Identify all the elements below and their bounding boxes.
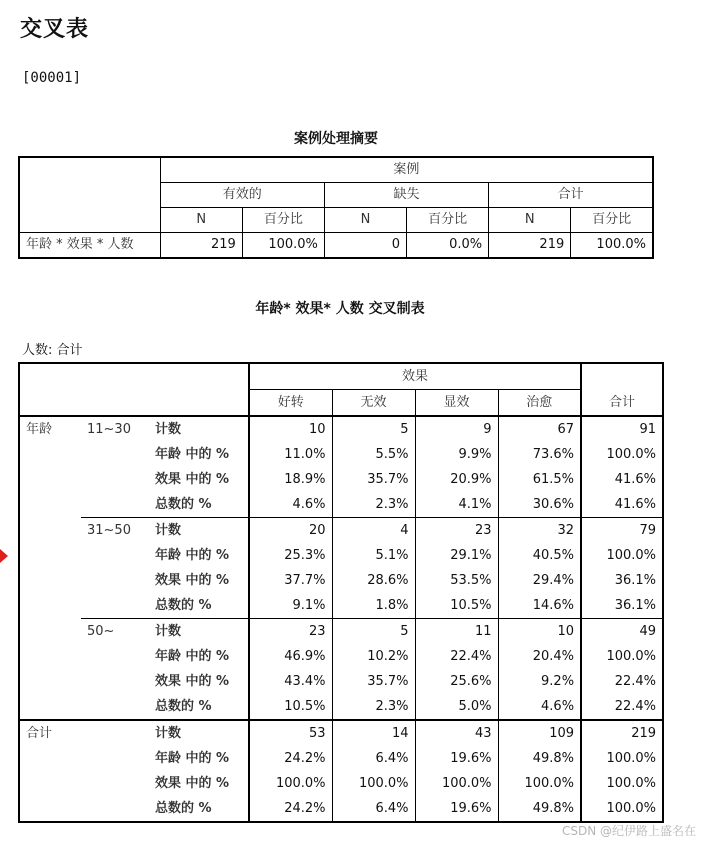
page-title: 交叉表 <box>20 16 90 42</box>
summary-cell: 100.0% <box>571 233 653 259</box>
crosstab-cell: 10.5% <box>249 694 332 720</box>
crosstab-cell: 5.0% <box>415 694 498 720</box>
crosstab-cell: 28.6% <box>332 568 415 593</box>
crosstab-cell: 10 <box>498 619 581 645</box>
dataset-label: [00001] <box>22 70 82 86</box>
crosstab-cell: 4.1% <box>415 492 498 518</box>
crosstab-cell: 37.7% <box>249 568 332 593</box>
crosstab-cell: 25.3% <box>249 543 332 568</box>
crosstab-cell: 5.5% <box>332 442 415 467</box>
crosstab-cell: 14.6% <box>498 593 581 619</box>
weight-note: 人数: 合计 <box>22 343 83 358</box>
total-row-label: 合计 <box>19 720 149 822</box>
red-arrow-marker <box>0 549 8 563</box>
row-total-cell: 100.0% <box>581 796 663 822</box>
crosstab-cell: 35.7% <box>332 669 415 694</box>
row-total-cell: 100.0% <box>581 771 663 796</box>
crosstab-cell: 35.7% <box>332 467 415 492</box>
age-group-label: 50~ <box>81 619 149 721</box>
crosstab-cell: 18.9% <box>249 467 332 492</box>
crosstab-cell: 100.0% <box>498 771 581 796</box>
summary-group-header: 有效的 <box>160 183 324 208</box>
statistic-label: 总数的 % <box>155 598 212 613</box>
crosstab-cell: 10 <box>249 416 332 442</box>
crosstab-cell: 29.4% <box>498 568 581 593</box>
row-total-cell: 219 <box>581 720 663 746</box>
crosstab-cell: 9 <box>415 416 498 442</box>
statistic-label: 年龄 中的 % <box>155 649 230 664</box>
crosstab-cell: 9.2% <box>498 669 581 694</box>
age-group-label: 31~50 <box>81 518 149 619</box>
row-total-cell: 100.0% <box>581 442 663 467</box>
crosstab-cell: 5.1% <box>332 543 415 568</box>
statistic-label: 效果 中的 % <box>155 674 230 689</box>
summary-table-caption: 案例处理摘要 <box>294 131 378 147</box>
summary-corner-cell <box>19 157 160 233</box>
row-total-cell: 100.0% <box>581 746 663 771</box>
statistic-label: 计数 <box>149 619 249 645</box>
crosstab-cell: 14 <box>332 720 415 746</box>
crosstab-row <box>19 416 663 442</box>
crosstab-corner-cell <box>19 363 249 416</box>
summary-sub-header: N <box>324 208 406 233</box>
crosstab-cell: 19.6% <box>415 746 498 771</box>
crosstab-cell: 32 <box>498 518 581 544</box>
crosstab-cell: 24.2% <box>249 746 332 771</box>
row-total-cell: 36.1% <box>581 568 663 593</box>
crosstab-cell: 67 <box>498 416 581 442</box>
crosstab-cell: 29.1% <box>415 543 498 568</box>
crosstab-cell: 24.2% <box>249 796 332 822</box>
case-processing-summary-table <box>18 156 654 259</box>
crosstab-cell: 43 <box>415 720 498 746</box>
crosstab-cell: 20 <box>249 518 332 544</box>
summary-cell: 219 <box>160 233 242 259</box>
row-total-cell: 41.6% <box>581 467 663 492</box>
crosstab-cell: 2.3% <box>332 694 415 720</box>
summary-cell: 219 <box>489 233 571 259</box>
summary-top-header: 案例 <box>160 157 653 183</box>
statistic-label: 年龄 中的 % <box>155 447 230 462</box>
crosstab-cell: 10.5% <box>415 593 498 619</box>
crosstab-cell: 46.9% <box>249 644 332 669</box>
crosstab-column-header: 好转 <box>249 390 332 417</box>
row-total-cell: 79 <box>581 518 663 544</box>
statistic-label: 总数的 % <box>155 801 212 816</box>
summary-cell: 0 <box>324 233 406 259</box>
row-total-cell: 41.6% <box>581 492 663 518</box>
crosstab-cell: 20.4% <box>498 644 581 669</box>
crosstab-table <box>18 362 664 823</box>
row-total-cell: 100.0% <box>581 543 663 568</box>
crosstab-cell: 40.5% <box>498 543 581 568</box>
crosstab-cell: 4 <box>332 518 415 544</box>
crosstab-cell: 23 <box>249 619 332 645</box>
crosstab-row <box>19 518 663 544</box>
summary-group-header: 合计 <box>489 183 653 208</box>
summary-cell: 0.0% <box>407 233 489 259</box>
crosstab-row <box>19 619 663 645</box>
summary-sub-header: 百分比 <box>571 208 653 233</box>
row-total-cell: 100.0% <box>581 644 663 669</box>
crosstab-cell: 100.0% <box>249 771 332 796</box>
row-total-cell: 49 <box>581 619 663 645</box>
crosstab-cell: 49.8% <box>498 746 581 771</box>
crosstab-cell: 19.6% <box>415 796 498 822</box>
summary-row-label: 年龄 * 效果 * 人数 <box>19 233 160 259</box>
crosstab-cell: 53 <box>249 720 332 746</box>
summary-cell: 100.0% <box>242 233 324 259</box>
crosstab-cell: 11 <box>415 619 498 645</box>
statistic-label: 年龄 中的 % <box>155 751 230 766</box>
row-total-cell: 91 <box>581 416 663 442</box>
statistic-label: 计数 <box>149 518 249 544</box>
statistic-label: 总数的 % <box>155 497 212 512</box>
crosstab-cell: 23 <box>415 518 498 544</box>
crosstab-column-header: 无效 <box>332 390 415 417</box>
summary-sub-header: N <box>489 208 571 233</box>
crosstab-cell: 2.3% <box>332 492 415 518</box>
summary-sub-header: N <box>160 208 242 233</box>
crosstab-cell: 6.4% <box>332 746 415 771</box>
crosstab-cell: 109 <box>498 720 581 746</box>
crosstab-cell: 25.6% <box>415 669 498 694</box>
crosstab-cell: 30.6% <box>498 492 581 518</box>
crosstab-cell: 4.6% <box>249 492 332 518</box>
statistic-label: 计数 <box>149 720 249 746</box>
crosstab-cell: 1.8% <box>332 593 415 619</box>
crosstab-cell: 10.2% <box>332 644 415 669</box>
summary-sub-header: 百分比 <box>242 208 324 233</box>
crosstab-column-header: 显效 <box>415 390 498 417</box>
row-variable-label: 年龄 <box>19 416 81 720</box>
crosstab-caption: 年龄* 效果* 人数 交叉制表 <box>255 301 425 317</box>
row-total-cell: 22.4% <box>581 694 663 720</box>
crosstab-cell: 100.0% <box>332 771 415 796</box>
summary-group-header: 缺失 <box>324 183 488 208</box>
crosstab-total-column-header: 合计 <box>581 363 663 416</box>
crosstab-cell: 5 <box>332 416 415 442</box>
crosstab-cell: 22.4% <box>415 644 498 669</box>
crosstab-column-group-header: 效果 <box>249 363 581 390</box>
crosstab-cell: 53.5% <box>415 568 498 593</box>
crosstab-cell: 20.9% <box>415 467 498 492</box>
statistic-label: 计数 <box>149 416 249 442</box>
crosstab-cell: 9.9% <box>415 442 498 467</box>
statistic-label: 效果 中的 % <box>155 472 230 487</box>
row-total-cell: 36.1% <box>581 593 663 619</box>
summary-sub-header: 百分比 <box>407 208 489 233</box>
statistic-label: 效果 中的 % <box>155 776 230 791</box>
watermark: CSDN @纪伊路上盛名在 <box>561 824 696 838</box>
crosstab-cell: 5 <box>332 619 415 645</box>
crosstab-cell: 73.6% <box>498 442 581 467</box>
statistic-label: 总数的 % <box>155 699 212 714</box>
crosstab-cell: 9.1% <box>249 593 332 619</box>
statistic-label: 年龄 中的 % <box>155 548 230 563</box>
statistic-label: 效果 中的 % <box>155 573 230 588</box>
crosstab-cell: 43.4% <box>249 669 332 694</box>
crosstab-cell: 61.5% <box>498 467 581 492</box>
crosstab-cell: 100.0% <box>415 771 498 796</box>
crosstab-column-header: 治愈 <box>498 390 581 417</box>
crosstab-cell: 49.8% <box>498 796 581 822</box>
crosstab-cell: 6.4% <box>332 796 415 822</box>
crosstab-row <box>19 720 663 746</box>
crosstab-cell: 4.6% <box>498 694 581 720</box>
age-group-label: 11~30 <box>81 416 149 518</box>
row-total-cell: 22.4% <box>581 669 663 694</box>
crosstab-cell: 11.0% <box>249 442 332 467</box>
